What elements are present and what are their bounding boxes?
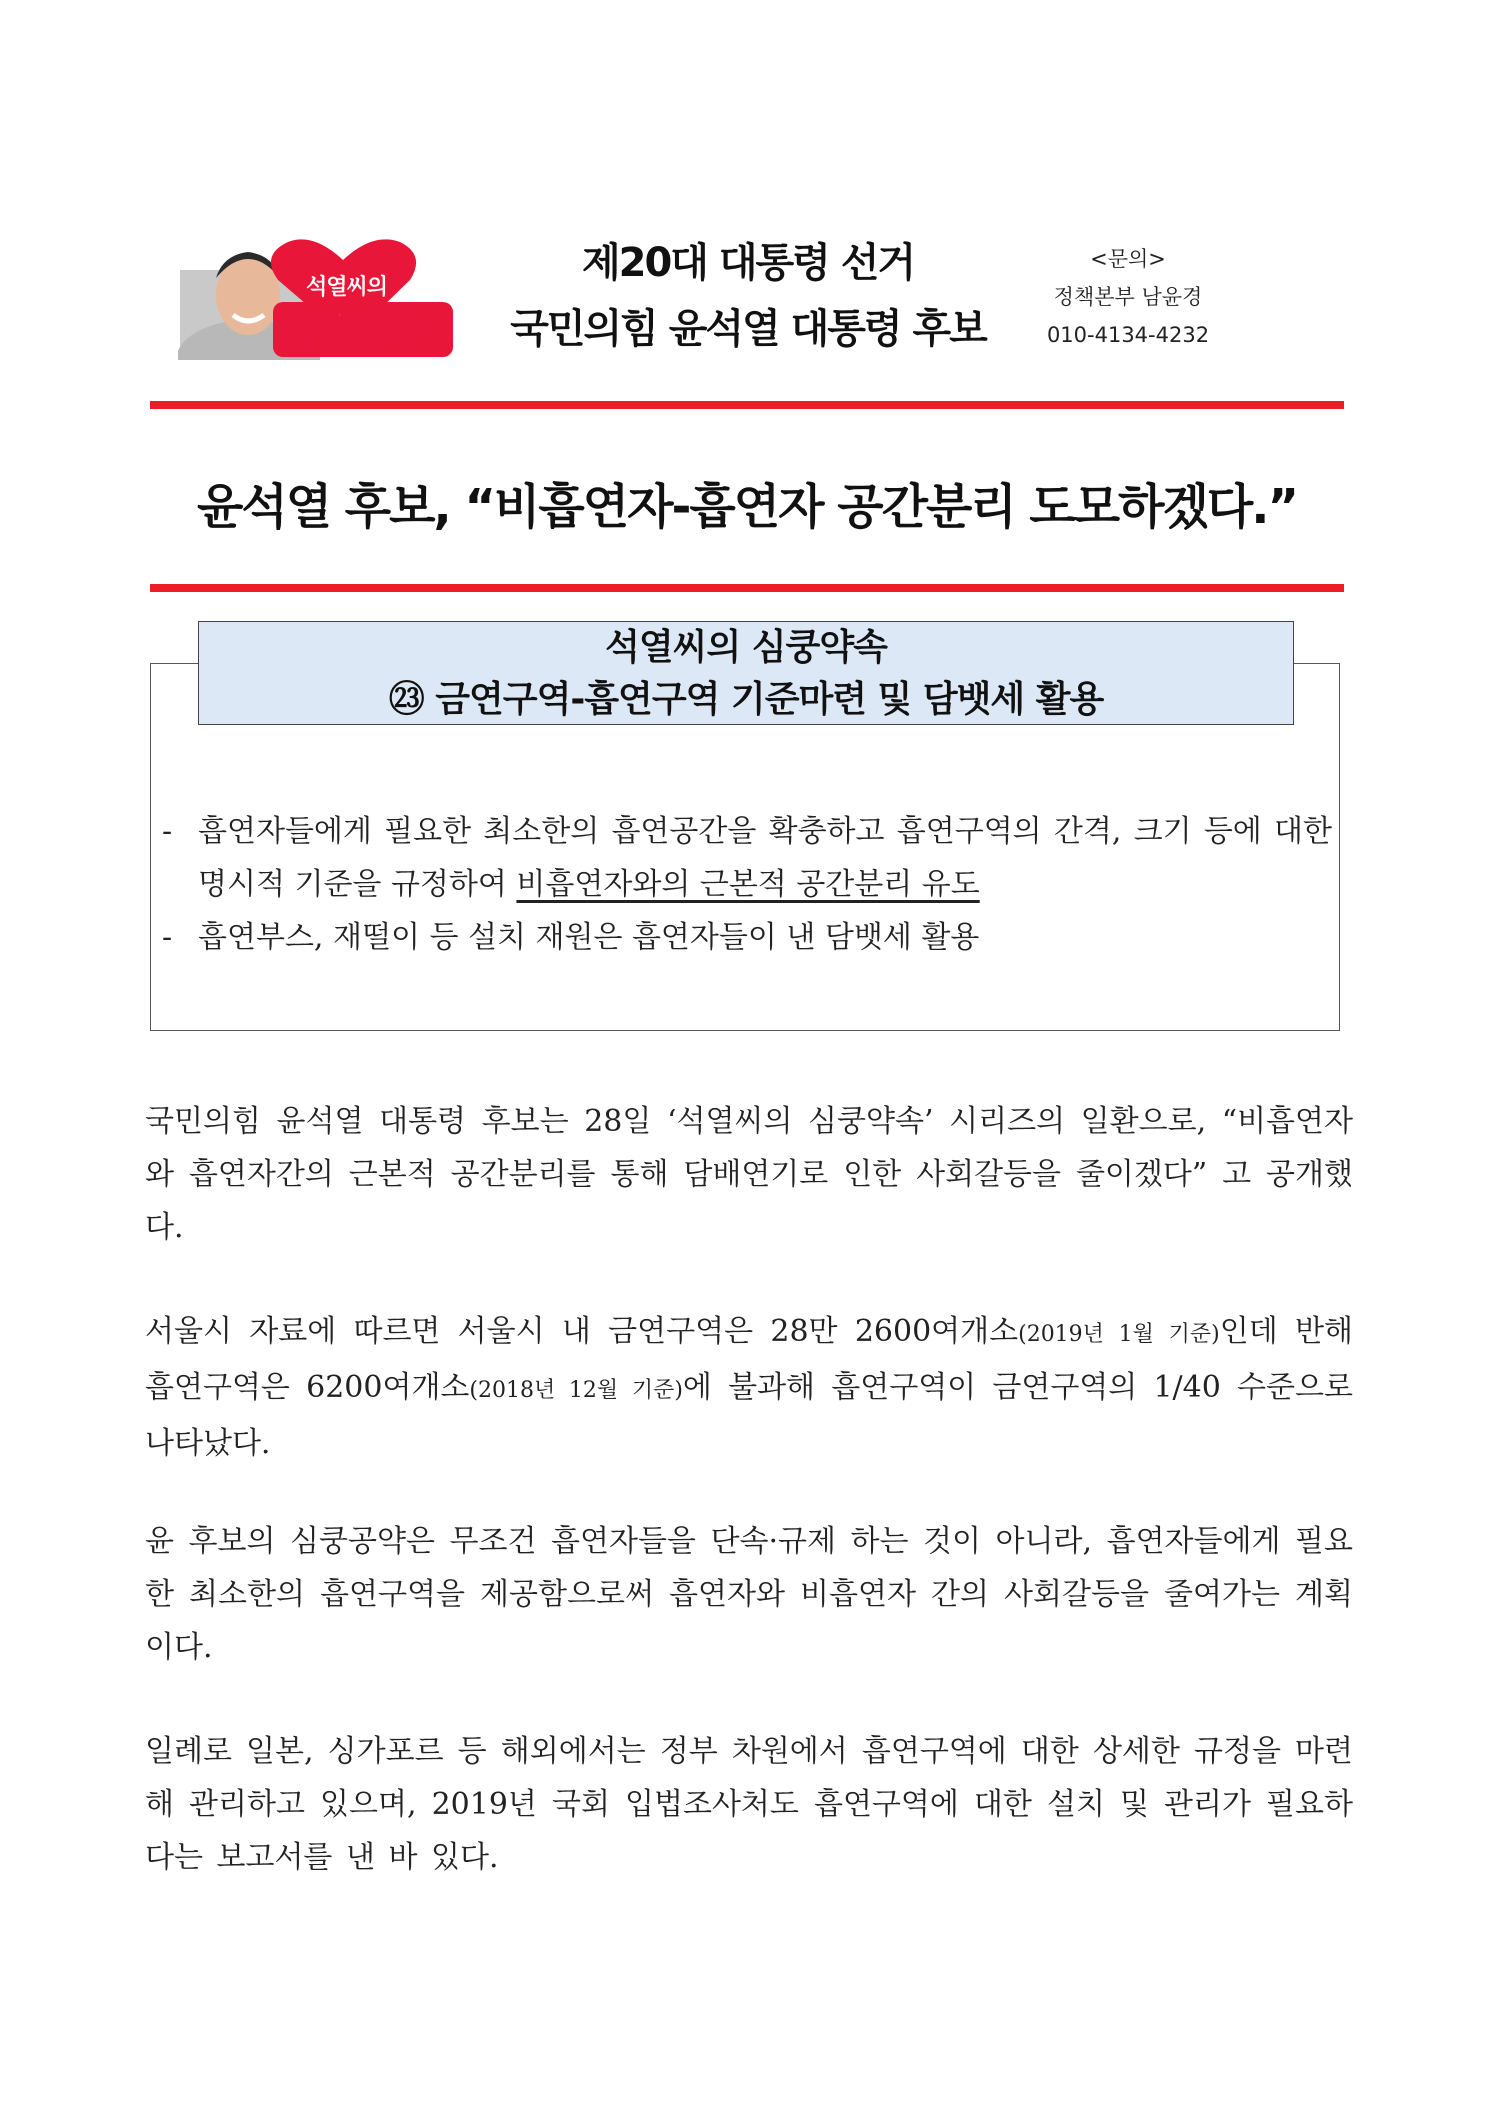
- election-title-line2: 국민의힘 윤석열 대통령 후보: [510, 306, 986, 352]
- bullet-item: [162, 911, 1332, 964]
- logo-text-small: 석열씨의: [306, 275, 388, 300]
- headline: 윤석열 후보, “비흡연자-흡연자 공간분리 도모하겠다.”: [196, 479, 1298, 535]
- bullet-dash: -: [162, 814, 173, 849]
- date-note: (2018년 12월 기준): [469, 1378, 683, 1403]
- campaign-logo: [178, 230, 460, 360]
- summary-bullets: [162, 805, 1332, 964]
- logo-text-big: 심쿵약속: [274, 309, 417, 355]
- election-title: [498, 230, 998, 362]
- summary-box-title: [198, 621, 1294, 725]
- bullet1-underlined: 비흡연자와의 근본적 공간분리 유도: [516, 867, 980, 902]
- summary-title-line1: 석열씨의 심쿵약속: [605, 627, 887, 668]
- bullet-dash: -: [162, 920, 173, 955]
- paragraph-1: 국민의힘 윤석열 대통령 후보는 28일 ‘석열씨의 심쿵약속’ 시리즈의 일환으로, “비흡연자와 흡연자간의 근본적 공간분리를 통해 담배연기로 인한 사회갈등을 줄이겠다” 고 공개했다.: [145, 1104, 1353, 1245]
- contact-dept: 정책본부 남윤경: [1053, 285, 1203, 309]
- contact-info: [1038, 240, 1218, 354]
- contact-phone: 010-4134-4232: [1046, 323, 1210, 347]
- red-rule-bottom: [150, 584, 1344, 592]
- contact-label: <문의>: [1090, 247, 1166, 271]
- bullet-item: [162, 805, 1332, 911]
- bullet2-text: 흡연부스, 재떨이 등 설치 재원은 흡연자들이 낸 담뱃세 활용: [198, 920, 980, 955]
- summary-title-line2: ㉓ 금연구역-흡연구역 기준마련 및 담뱃세 활용: [388, 679, 1104, 720]
- paragraph-3: 윤 후보의 심쿵공약은 무조건 흡연자들을 단속·규제 하는 것이 아니라, 흡연자들에게 필요한 최소한의 흡연구역을 제공함으로써 흡연자와 비흡연자 간의 사회갈등을 줄여가는 계획이다.: [145, 1524, 1353, 1665]
- bullet1-text: 흡연자들에게 필요한 최소한의 흡연공간을 확충하고 흡연구역의 간격, 크기 등에 대한 명시적 기준을 규정하여: [198, 814, 1332, 902]
- paragraph-2: 서울시 자료에 따르면 서울시 내 금연구역은 28만 2600여개소(2019년 1월 기준)인데 반해 흡연구역은 6200여개소(2018년 12월 기준)에 불과해 흡연구역이 금연구역의 1/40 수준으로 나타났다.: [145, 1314, 1353, 1461]
- election-title-line1: 제20대 대통령 선거: [582, 240, 914, 286]
- press-header: [178, 222, 1338, 372]
- paragraph-4: 일례로 일본, 싱가포르 등 해외에서는 정부 차원에서 흡연구역에 대한 상세한 규정을 마련해 관리하고 있으며, 2019년 국회 입법조사처도 흡연구역에 대한 설치 및 관리가 필요하다는 보고서를 낸 바 있다.: [145, 1734, 1353, 1875]
- date-note: (2019년 1월 기준): [1018, 1322, 1220, 1347]
- red-rule-top: [150, 401, 1344, 409]
